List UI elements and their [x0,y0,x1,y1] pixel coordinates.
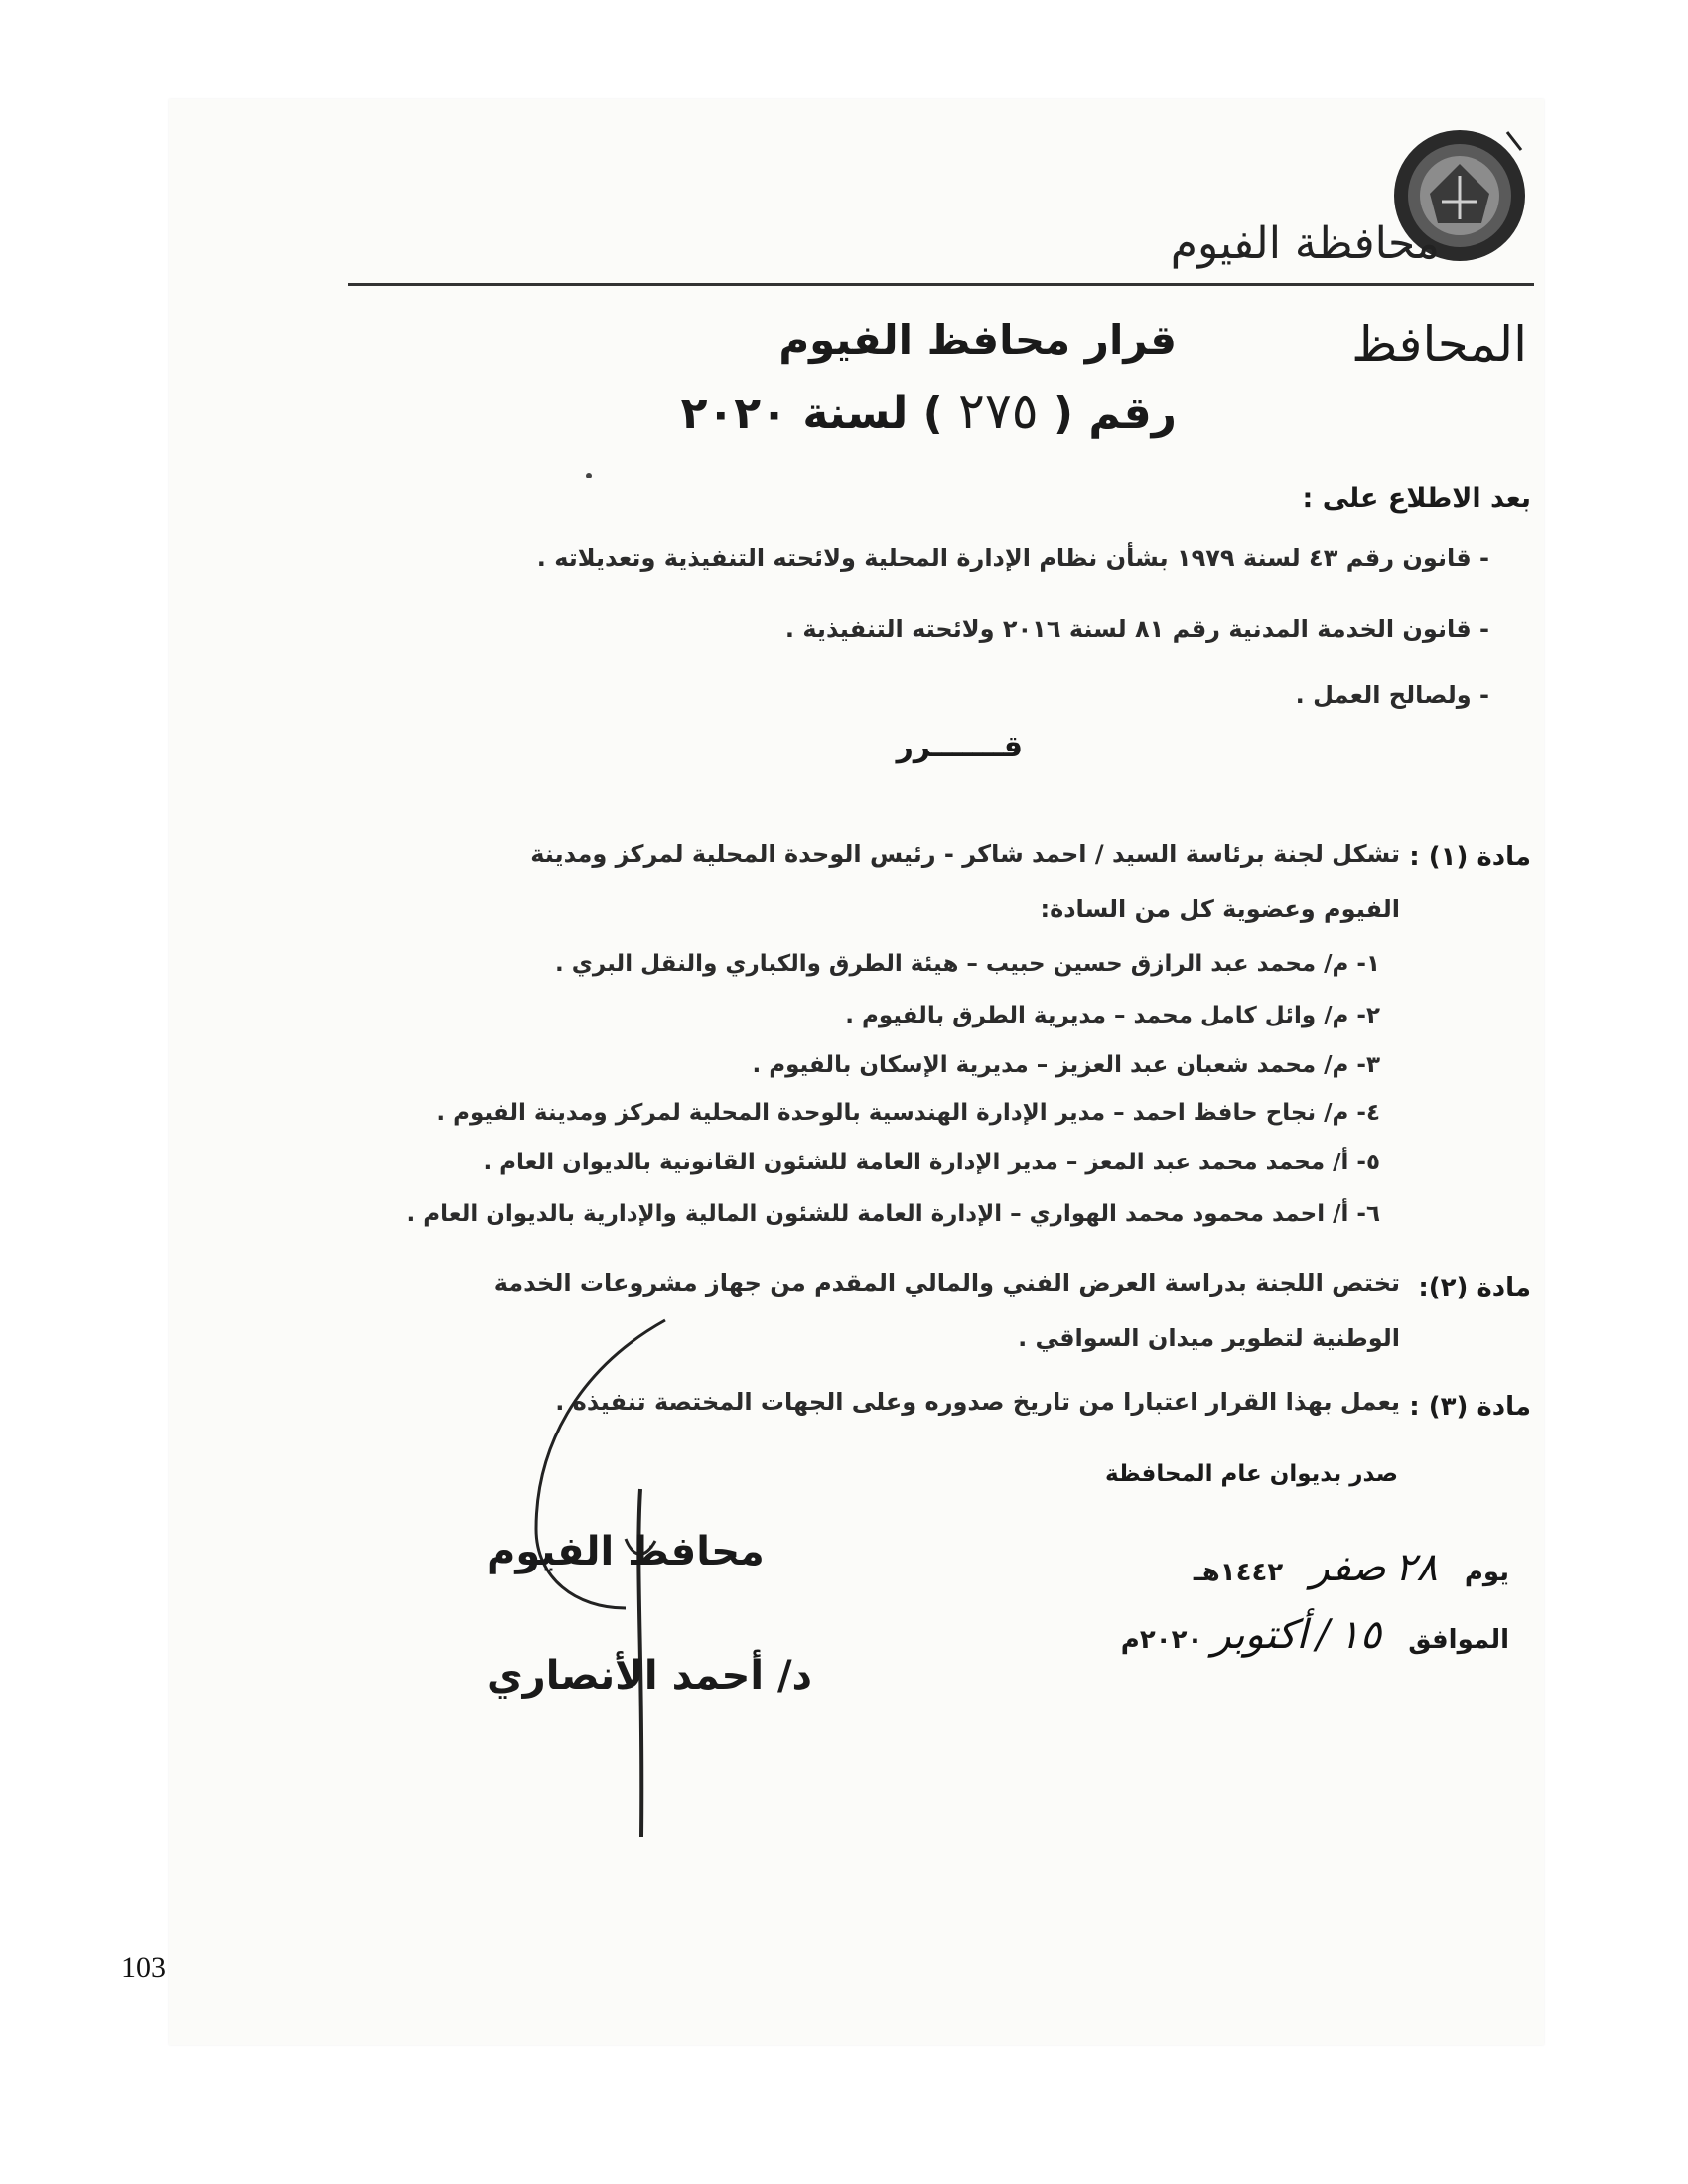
decree-title: قرار محافظ الفيوم [778,316,1177,364]
article-1-line: الفيوم وعضوية كل من السادة: [1040,895,1400,923]
preamble-item: - قانون الخدمة المدنية رقم ٨١ لسنة ٢٠١٦ ولائحته التنفيذية . [784,615,1489,643]
committee-member: ٤- م/ نجاح حافظ احمد – مدير الإدارة الهندسية بالوحدة المحلية لمركز ومدينة الفيوم . [436,1100,1380,1126]
gregorian-year: ٢٠٢٠م [1120,1625,1203,1655]
decree-number-suffix: ) لسنة ٢٠٢٠ [680,388,943,439]
preamble-heading: بعد الاطلاع على : [1302,483,1531,514]
article-1-label: مادة (١) : [1409,842,1531,872]
decree-number: ٢٧٥ [958,382,1039,440]
gregorian-day: ١٥ [1338,1612,1382,1658]
handwritten-signature-icon [516,1310,715,1846]
preamble-item: - ولصالح العمل . [1295,681,1489,709]
issued-at: صدر بديوان عام المحافظة [1104,1461,1398,1487]
office-label: المحافظ [1351,316,1527,373]
scan-speck [586,473,592,478]
corresponding-label: الموافق [1408,1625,1509,1655]
signatory-name: د/ أحمد الأنصاري [487,1653,813,1699]
governorate-name: محافظة الفيوم [1170,218,1440,269]
article-3-line: يعمل بهذا القرار اعتبارا من تاريخ صدوره وعلى الجهات المختصة تنفيذه . [555,1388,1400,1416]
article-3-label: مادة (٣) : [1409,1392,1531,1422]
article-1-line: تشكل لجنة برئاسة السيد / احمد شاكر - رئيس الوحدة المحلية لمركز ومدينة [530,840,1400,868]
decree-number-line [681,382,1177,440]
committee-member: ٢- م/ وائل كامل محمد – مديرية الطرق بالفيوم . [845,1003,1380,1028]
committee-member: ٥- أ/ محمد محمد عبد المعز – مدير الإدارة العامة للشئون القانونية بالديوان العام . [483,1150,1380,1175]
hijri-date-line [1194,1545,1509,1590]
gregorian-date-line [1121,1612,1509,1658]
gregorian-separator: / [1316,1612,1331,1658]
signatory-title: محافظ الفيوم [487,1529,765,1574]
hijri-year: ١٤٤٢هـ [1193,1558,1284,1587]
article-2-label: مادة (٢): [1418,1273,1531,1302]
decided-heading: قـــــــرر [896,730,1023,764]
header-divider [348,283,1534,286]
committee-member: ١- م/ محمد عبد الرازق حسين حبيب – هيئة الطرق والكباري والنقل البري . [555,951,1380,977]
article-2-line: تختص اللجنة بدراسة العرض الفني والمالي المقدم من جهاز مشروعات الخدمة [493,1269,1400,1297]
article-2-line: الوطنية لتطوير ميدان السواقي . [1018,1324,1400,1352]
page-number: 103 [121,1951,166,1983]
hijri-day: ٢٨ [1394,1545,1438,1590]
hijri-month: صفر [1310,1545,1386,1590]
committee-member: ٦- أ/ احمد محمود محمد الهواري – الإدارة العامة للشئون المالية والإدارية بالديوان العام . [406,1201,1380,1227]
decree-number-prefix: رقم ( [1053,388,1177,439]
gregorian-month: أكتوبر [1211,1612,1308,1658]
day-label: يوم [1464,1558,1509,1587]
preamble-item: - قانون رقم ٤٣ لسنة ١٩٧٩ بشأن نظام الإدارة المحلية ولائحته التنفيذية وتعديلاته . [536,544,1489,572]
committee-member: ٣- م/ محمد شعبان عبد العزيز – مديرية الإسكان بالفيوم . [752,1052,1380,1078]
